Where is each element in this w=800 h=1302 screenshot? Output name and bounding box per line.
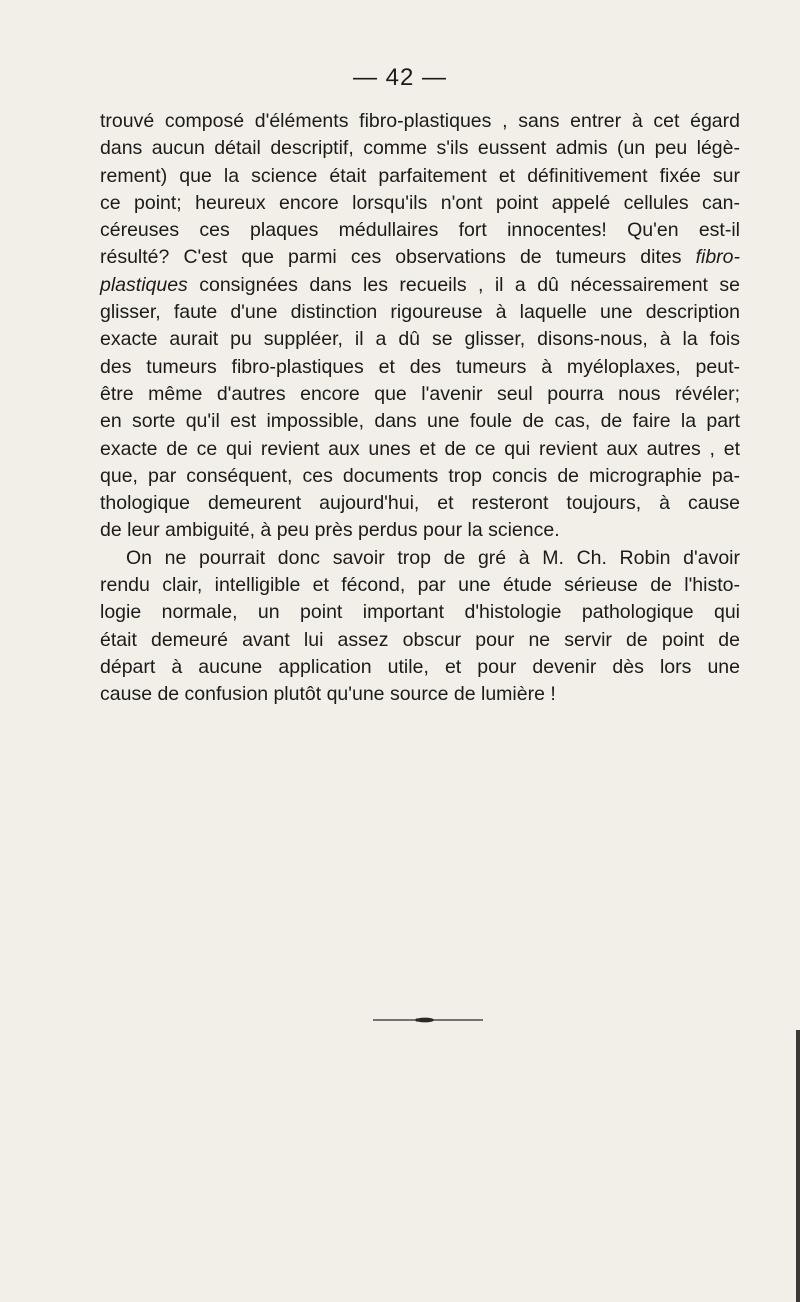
text-line: thologique demeurent aujourd'hui, et resteront toujours, à cause [100,492,740,515]
page-edge-shadow [796,1030,800,1302]
text-line: exacte aurait pu suppléer, il a dû se glisser, disons-nous, à la fois [100,328,740,351]
text-line: exacte de ce qui revient aux unes et de ce qui revient aux autres , et [100,437,740,460]
text-line: trouvé composé d'éléments fibro-plastiques , sans entrer à cet égard [100,110,740,132]
text-line: On ne pourrait donc savoir trop de gré à M. Ch. Robin d'avoir [126,546,740,569]
ornamental-divider [373,1017,483,1023]
text-line: logie normale, un point important d'histologie pathologique qui [100,601,740,624]
text-line: de leur ambiguité, à peu près perdus pour la science. [100,519,560,542]
text-line: rement) que la science était parfaitement et définitivement fixée sur [100,164,740,187]
text-line: cause de confusion plutôt qu'une source de lumière ! [100,683,556,706]
text-line [100,272,740,299]
text-line: céreuses ces plaques médullaires fort innocentes! Qu'en est-il [100,219,740,242]
italic-term: plastiques [100,273,188,296]
text-fragment: consignées dans les recueils , il a dû nécessairement se [187,273,740,296]
text-line [100,244,740,271]
text-line: en sorte qu'il est impossible, dans une foule de cas, de faire la part [100,410,740,433]
text-line: être même d'autres encore que l'avenir seul pourra nous révéler; [100,382,740,405]
italic-term: fibro- [695,246,740,269]
text-line: était demeuré avant lui assez obscur pour ne servir de point de [100,628,740,651]
text-line: des tumeurs fibro-plastiques et des tumeurs à myéloplaxes, peut- [100,355,740,378]
page-number: — 42 — [352,64,448,91]
body-text [100,108,740,709]
text-line: dans aucun détail descriptif, comme s'ils eussent admis (un peu légè- [100,137,740,160]
text-line: rendu clair, intelligible et fécond, par une étude sérieuse de l'histo- [100,574,740,597]
text-line: départ à aucune application utile, et pour devenir dès lors une [100,655,740,678]
text-fragment: résulté? C'est que parmi ces observations de tumeurs dites [100,246,682,269]
text-line: que, par conséquent, ces documents trop concis de micrographie pa- [100,464,740,487]
text-line: ce point; heureux encore lorsqu'ils n'ont point appelé cellules can- [100,191,740,214]
text-line: glisser, faute d'une distinction rigoureuse à laquelle une description [100,301,740,324]
